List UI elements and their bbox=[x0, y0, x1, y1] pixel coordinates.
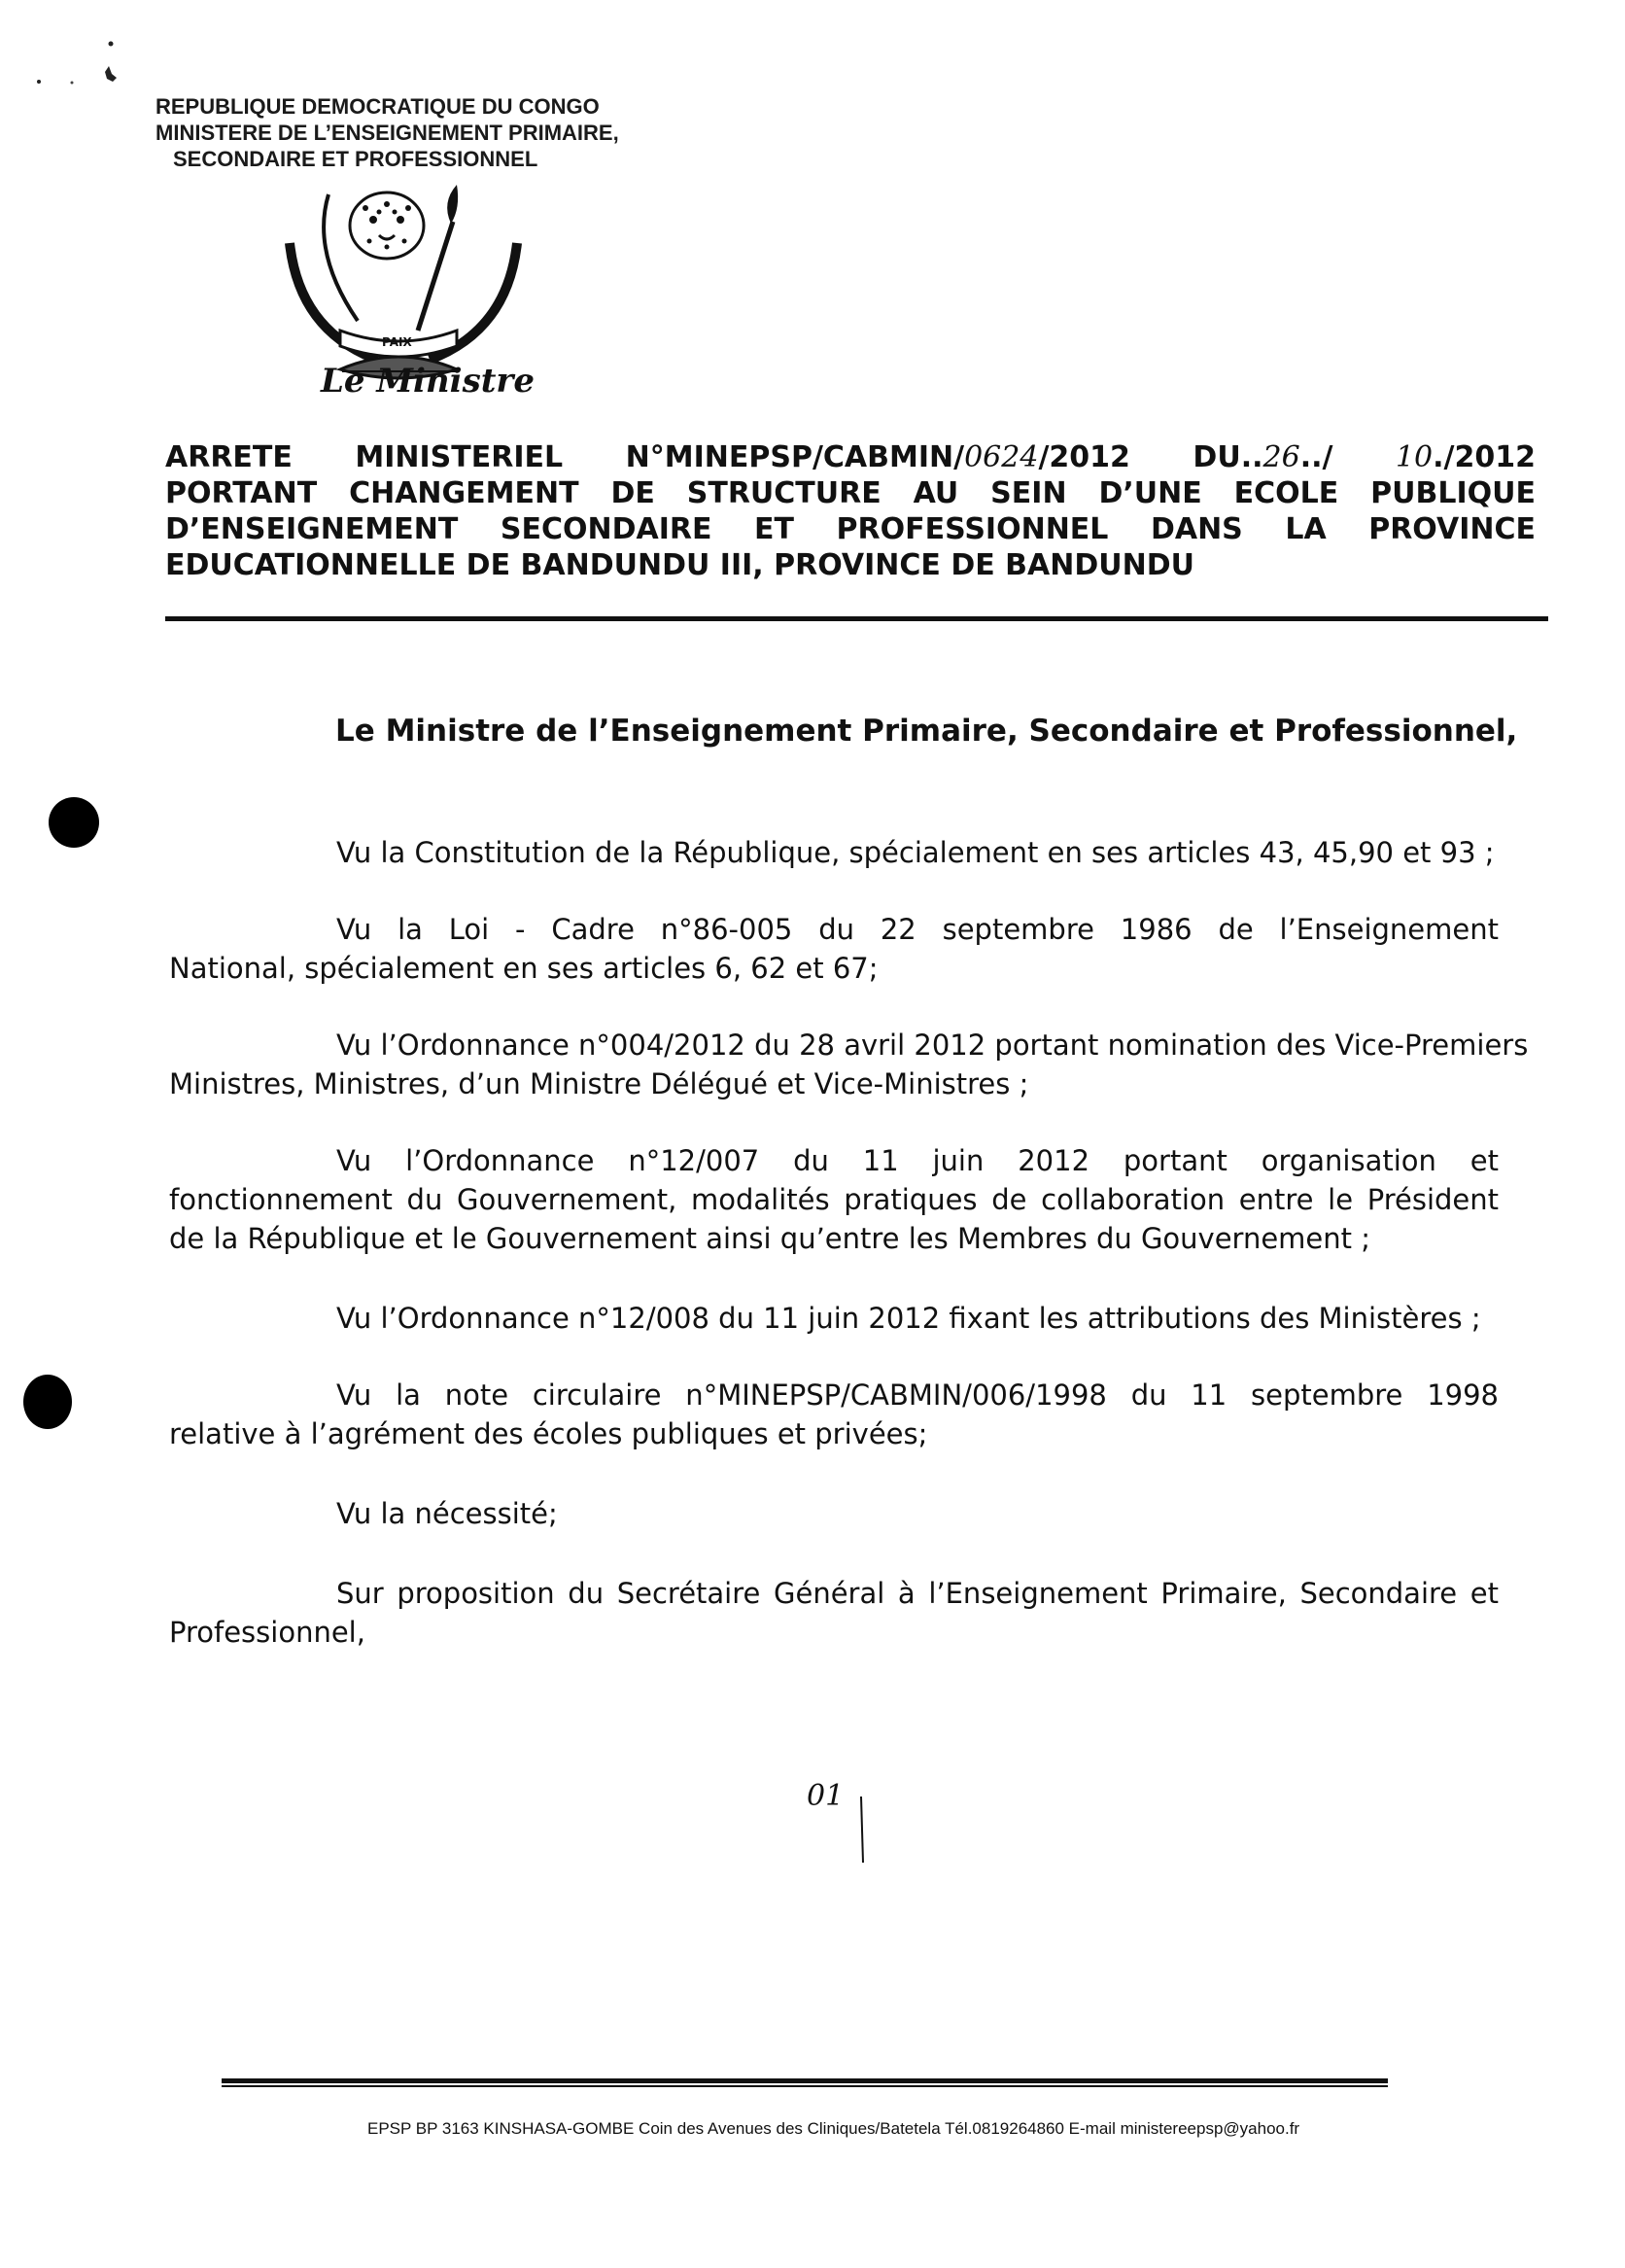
decree-title-line4: EDUCATIONNELLE DE BANDUNDU III, PROVINCE DE BANDUNDU bbox=[165, 548, 1194, 582]
paragraph-line: fonctionnement du Gouvernement, modalités pratiques de collaboration entre le Président bbox=[169, 1183, 1499, 1216]
footer-divider-thin bbox=[222, 2085, 1388, 2087]
page-number-text: 01 bbox=[807, 1779, 845, 1813]
svg-text:PAIX: PAIX bbox=[382, 335, 412, 349]
punch-hole-bottom bbox=[23, 1375, 72, 1429]
paragraph-line: Vu la Loi - Cadre n°86-005 du 22 septembre 1986 de l’Enseignement bbox=[336, 913, 1499, 946]
decree-date-year: ./2012 bbox=[1433, 440, 1537, 474]
preamble-body bbox=[169, 0, 1529, 2268]
paragraph-line: de la République et le Gouvernement ainsi qu’entre les Membres du Gouvernement ; bbox=[169, 1222, 1371, 1255]
paragraph-line: Vu la nécessité; bbox=[336, 1497, 558, 1530]
footer-divider bbox=[222, 2078, 1388, 2083]
paragraph-line: Vu l’Ordonnance n°12/008 du 11 juin 2012 fixant les attributions des Ministères ; bbox=[336, 1302, 1481, 1335]
preamble-paragraph bbox=[169, 1376, 1499, 1453]
preamble-paragraph bbox=[169, 833, 1499, 872]
preamble-paragraph bbox=[169, 910, 1499, 988]
preamble-paragraph bbox=[169, 1494, 1499, 1533]
decree-ref-prefix: ARRETE MINISTERIEL N°MINEPSP/CABMIN/ bbox=[165, 440, 965, 474]
decree-date-sep: ../ bbox=[1299, 440, 1396, 474]
paragraph-line: Professionnel, bbox=[169, 1616, 365, 1649]
scan-specks bbox=[0, 0, 136, 107]
page-number-handwritten bbox=[807, 1779, 865, 1876]
decree-title-line2: PORTANT CHANGEMENT DE STRUCTURE AU SEIN D’UNE ECOLE PUBLIQUE bbox=[165, 476, 1536, 510]
decree-ref-year: /2012 DU.. bbox=[1038, 440, 1263, 474]
decree-month-handwritten: 10 bbox=[1395, 440, 1434, 474]
letterhead-ministry-cont: SECONDAIRE ET PROFESSIONNEL bbox=[173, 147, 538, 171]
decree-day-handwritten: 26 bbox=[1262, 440, 1300, 474]
preamble-paragraph bbox=[169, 1574, 1499, 1652]
letterhead-ministry: MINISTERE DE L’ENSEIGNEMENT PRIMAIRE, bbox=[156, 121, 619, 145]
paragraph-line: Ministres, Ministres, d’un Ministre Délégué et Vice-Ministres ; bbox=[169, 1067, 1029, 1100]
punch-hole-top bbox=[49, 797, 99, 848]
preamble-paragraph bbox=[169, 1026, 1529, 1103]
paragraph-line: Vu la Constitution de la République, spécialement en ses articles 43, 45,90 et 93 ; bbox=[336, 836, 1495, 869]
paragraph-line: Vu l’Ordonnance n°12/007 du 11 juin 2012 portant organisation et bbox=[336, 1144, 1499, 1177]
preamble-paragraph bbox=[169, 1299, 1499, 1338]
emblem-caption: Le Ministre bbox=[321, 362, 535, 401]
decree-number-handwritten: 0624 bbox=[964, 440, 1039, 474]
paragraph-line: National, spécialement en ses articles 6, 62 et 67; bbox=[169, 952, 879, 985]
paragraph-line: Vu l’Ordonnance n°004/2012 du 28 avril 2012 portant nomination des Vice-Premiers bbox=[336, 1029, 1529, 1062]
letterhead-country: REPUBLIQUE DEMOCRATIQUE DU CONGO bbox=[156, 94, 600, 119]
decree-title-line3: D’ENSEIGNEMENT SECONDAIRE ET PROFESSIONNEL DANS LA PROVINCE bbox=[165, 512, 1536, 546]
footer-address: EPSP BP 3163 KINSHASA-GOMBE Coin des Avenues des Cliniques/Batetela Tél.0819264860 E-mail ministereepsp@yahoo.fr bbox=[367, 2119, 1300, 2138]
minister-heading: Le Ministre de l’Enseignement Primaire, Secondaire et Professionnel, bbox=[335, 714, 1518, 749]
paragraph-line: Sur proposition du Secrétaire Général à l’Enseignement Primaire, Secondaire et bbox=[336, 1577, 1499, 1610]
paragraph-line: relative à l’agrément des écoles publiques et privées; bbox=[169, 1417, 928, 1450]
page-mark-stroke bbox=[857, 1797, 869, 1865]
preamble-paragraph bbox=[169, 1141, 1499, 1258]
paragraph-line: Vu la note circulaire n°MINEPSP/CABMIN/006/1998 du 11 septembre 1998 bbox=[336, 1378, 1499, 1412]
